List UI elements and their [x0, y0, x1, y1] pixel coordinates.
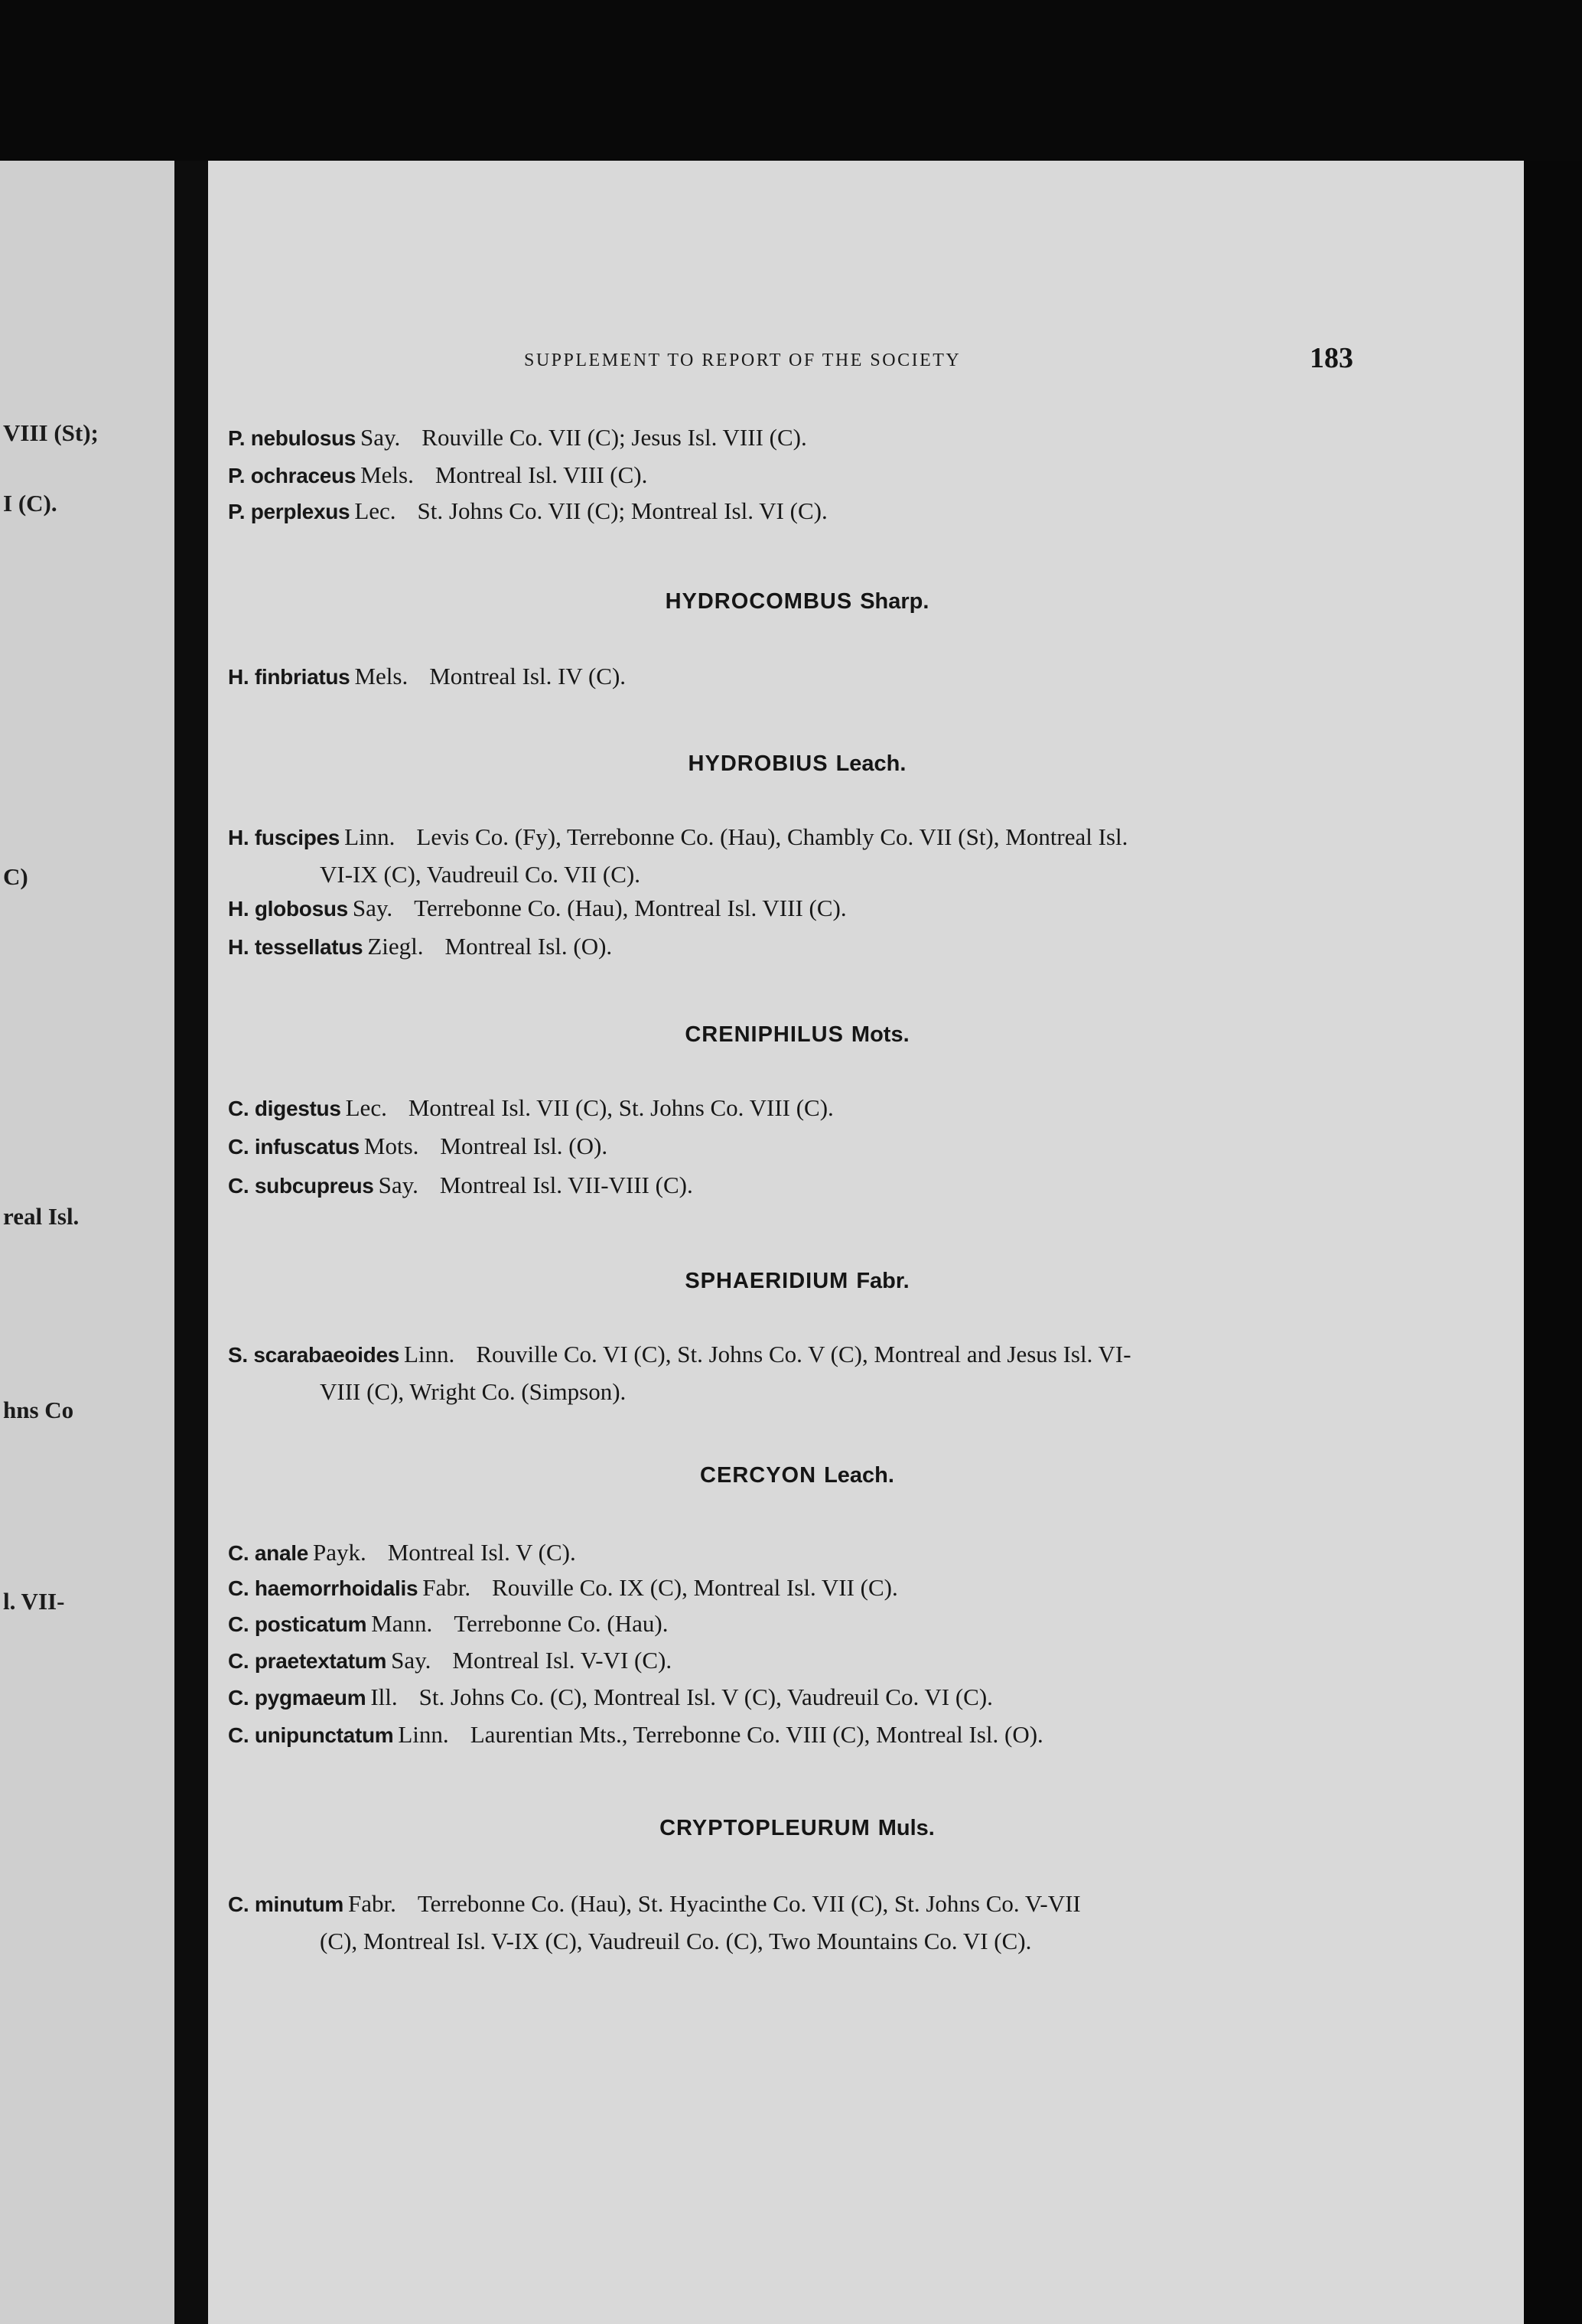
species-name: H. globosus [228, 897, 348, 921]
genus-author: Muls. [877, 1816, 935, 1840]
species-records: Rouville Co. VII (C); Jesus Isl. VIII (C). [422, 424, 807, 451]
species-name: C. subcupreus [228, 1174, 374, 1198]
species-author: Linn. [398, 1721, 449, 1748]
species-author: Mels. [360, 461, 414, 488]
genus-heading [208, 1269, 1386, 1294]
species-author: Linn. [404, 1341, 455, 1367]
species-records: Montreal Isl. VIII (C). [435, 461, 648, 488]
genus-name: SPHAERIDIUM [685, 1269, 849, 1293]
species-entry [228, 1167, 1375, 1204]
species-records: Montreal Isl. (O). [440, 1133, 608, 1159]
species-entry [228, 1605, 1375, 1643]
species-author: Lec. [345, 1094, 387, 1121]
genus-author: Leach. [824, 1463, 894, 1488]
left-page-fragment: C) [3, 863, 28, 890]
genus-name: HYDROBIUS [688, 751, 828, 776]
species-records: Rouville Co. IX (C), Montreal Isl. VII (C). [492, 1574, 898, 1601]
species-author: Ill. [370, 1684, 398, 1710]
species-entry [228, 928, 1375, 966]
species-records: Montreal Isl. V-VI (C). [452, 1647, 672, 1674]
genus-heading [208, 1463, 1386, 1488]
species-name: C. posticatum [228, 1612, 367, 1636]
species-entry [228, 1716, 1375, 1754]
species-records-continued: (C), Montreal Isl. V-IX (C), Vaudreuil Co. (C), Two Mountains Co. VI (C). [320, 1928, 1032, 1954]
scan-right-border [1524, 161, 1582, 2324]
left-page-fragment: I (C). [3, 490, 57, 517]
species-records: Terrebonne Co. (Hau), St. Hyacinthe Co. VII (C), St. Johns Co. V-VII [417, 1890, 1081, 1917]
species-author: Payk. [312, 1539, 366, 1566]
running-title: SUPPLEMENT TO REPORT OF THE SOCIETY [524, 350, 962, 370]
species-entry [228, 1642, 1375, 1680]
species-records: Montreal Isl. V (C). [387, 1539, 576, 1566]
species-author: Ziegl. [367, 933, 424, 960]
species-records: Montreal Isl. IV (C). [429, 663, 627, 689]
species-author: Lec. [354, 497, 396, 524]
left-page-fragment: VIII (St); [3, 419, 99, 446]
species-entry [228, 1336, 1375, 1410]
species-entry [228, 819, 1375, 893]
species-entry [228, 658, 1375, 696]
species-author: Say. [352, 895, 393, 921]
page-number: 183 [1310, 342, 1353, 374]
genus-name: CRENIPHILUS [685, 1022, 844, 1047]
species-author: Mots. [363, 1133, 419, 1159]
species-entry [228, 1534, 1375, 1572]
genus-author: Mots. [851, 1022, 910, 1047]
species-entry [228, 890, 1375, 927]
genus-author: Sharp. [860, 589, 929, 614]
species-name: C. minutum [228, 1892, 343, 1916]
species-name: P. perplexus [228, 500, 350, 523]
genus-name: CERCYON [700, 1463, 817, 1488]
species-records: Montreal Isl. VII-VIII (C). [439, 1172, 693, 1198]
species-author: Linn. [344, 823, 396, 850]
species-entry [228, 1886, 1375, 1960]
genus-author: Leach. [835, 751, 907, 776]
species-records-continued: VIII (C), Wright Co. (Simpson). [320, 1378, 627, 1405]
genus-author: Fabr. [856, 1269, 910, 1293]
species-records: Levis Co. (Fy), Terrebonne Co. (Hau), Chambly Co. VII (St), Montreal Isl. [416, 823, 1128, 850]
left-page-fragment: real Isl. [3, 1203, 80, 1230]
species-entry [228, 1679, 1375, 1716]
species-name: C. digestus [228, 1097, 341, 1120]
species-records: Laurentian Mts., Terrebonne Co. VIII (C), Montreal Isl. (O). [470, 1721, 1043, 1748]
species-name: C. pygmaeum [228, 1686, 366, 1710]
species-name: H. tessellatus [228, 935, 363, 959]
species-records: Terrebonne Co. (Hau). [454, 1610, 669, 1637]
species-records: Terrebonne Co. (Hau), Montreal Isl. VIII (C). [414, 895, 847, 921]
species-name: C. haemorrhoidalis [228, 1576, 418, 1600]
species-entry [228, 1128, 1375, 1165]
species-author: Say. [391, 1647, 431, 1674]
species-records: St. Johns Co. VII (C); Montreal Isl. VI (C). [417, 497, 828, 524]
species-name: S. scarabaeoides [228, 1343, 399, 1367]
left-page-fragment: l. VII- [3, 1588, 65, 1615]
genus-heading [208, 1816, 1386, 1841]
species-name: P. nebulosus [228, 426, 356, 450]
left-page-fragment: hns Co [3, 1397, 74, 1423]
species-entry [228, 493, 1375, 530]
species-entry [228, 1569, 1375, 1607]
genus-name: HYDROCOMBUS [665, 589, 853, 614]
genus-heading [208, 589, 1386, 614]
species-name: C. infuscatus [228, 1135, 360, 1159]
species-name: C. unipunctatum [228, 1723, 394, 1747]
species-name: C. anale [228, 1541, 308, 1565]
species-author: Mann. [371, 1610, 433, 1637]
species-entry [228, 419, 1375, 457]
species-entry [228, 457, 1375, 494]
genus-heading [208, 751, 1386, 777]
species-author: Say. [360, 424, 401, 451]
species-name: H. finbriatus [228, 665, 350, 689]
species-records-continued: VI-IX (C), Vaudreuil Co. VII (C). [320, 861, 640, 888]
species-author: Mels. [354, 663, 409, 689]
species-records: Rouville Co. VI (C), St. Johns Co. V (C), Montreal and Jesus Isl. VI- [476, 1341, 1131, 1367]
species-author: Fabr. [422, 1574, 471, 1601]
scan-top-border [0, 0, 1582, 165]
adjacent-page-edge [0, 161, 174, 2324]
species-records: Montreal Isl. (O). [444, 933, 613, 960]
genus-heading [208, 1022, 1386, 1048]
species-name: P. ochraceus [228, 464, 356, 487]
species-entry [228, 1090, 1375, 1127]
species-author: Say. [378, 1172, 418, 1198]
book-gutter [174, 161, 208, 2324]
species-author: Fabr. [348, 1890, 396, 1917]
species-records: Montreal Isl. VII (C), St. Johns Co. VIII (C). [408, 1094, 834, 1121]
species-name: H. fuscipes [228, 826, 340, 849]
species-name: C. praetextatum [228, 1649, 387, 1673]
genus-name: CRYPTOPLEURUM [659, 1816, 871, 1840]
species-records: St. Johns Co. (C), Montreal Isl. V (C), Vaudreuil Co. VI (C). [418, 1684, 993, 1710]
